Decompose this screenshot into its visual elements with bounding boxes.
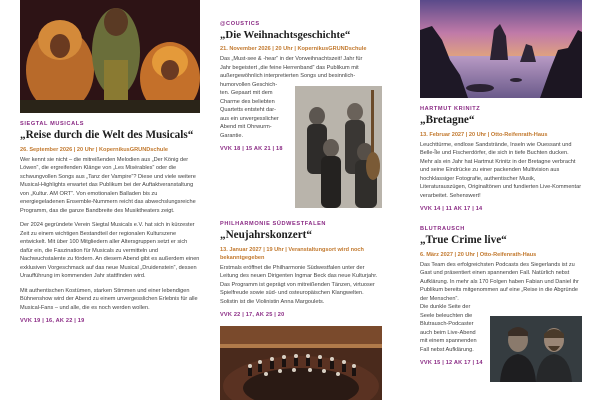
article-musicals — [20, 0, 200, 400]
event-date-venue: 6. März 2027 | 20 Uhr | Otto-Reifenrath-Haus — [420, 251, 537, 258]
ticket-prices: VVK 19 | 16, AK 22 | 19 — [20, 318, 85, 325]
orchestra-photo — [220, 326, 382, 400]
ticket-prices: VVK 22 | 17, AK 25 | 20 — [220, 312, 285, 319]
article-bretagne — [420, 0, 582, 400]
article-title: „True Crime live“ — [420, 234, 507, 246]
article-title: „Neujahrskonzert“ — [220, 229, 312, 241]
bretagne-coast-photo — [420, 0, 582, 98]
article-title: „Reise durch die Welt des Musicals“ — [20, 129, 194, 141]
article-title: „Die Weihnachtsgeschichte“ — [220, 29, 351, 41]
ticket-prices: VVK 15 | 12 AK 17 | 14 — [420, 360, 483, 367]
event-date-venue: 13. Februar 2027 | 20 Uhr | Otto-Reifenrath-Haus — [420, 131, 548, 138]
article-weihnachtsgeschichte — [220, 0, 382, 400]
article-category: BLUTRAUSCH — [420, 226, 465, 232]
musical-stage-photo — [20, 0, 200, 113]
article-category: HARTMUT KRINITZ — [420, 106, 481, 112]
article-paragraph: Erstmals eröffnet die Philharmonie Südwestfalen unter der Leitung des neuen Dirigenten Ingmar Beck das neue Kulturjahr. Das Programm ist geprägt von mitreißenden Tänzen, virtuoser Spielfreude sowie süd- und osteuropäischen Klangwelten. Solistin ist die Violinistin Anna Margoulets. — [220, 264, 378, 305]
article-paragraph: Leuchttürme, endlose Sandstrände, Inseln wie Ouessant und Belle-Île und Fischerdörfer, die sich in tiefe Buchten ducken. Mehr als ein Jahr hat Hartmut Krinitz in der Bretagne verbracht und seine Eindrücke zu einer packenden Multivision aus hochklassiger Fotografie, authentischer Musik, Literaturauszügen, Originaltönen und fundierten Live-Kommentar verarbeitet. Sehenswert! — [420, 141, 582, 199]
podcasters-photo — [490, 316, 582, 382]
article-paragraph: Das Team des erfolgreichsten Podcasts des Siegerlands ist zu Gast und präsentiert einen spannenden Fall. Natürlich nebst Aufklärung. In mehr als 170 Folgen haben Fabian und Daniel ihr Publikum bereits mitgenommen auf eine „Reise in die Abgründe der Menschen“. — [420, 261, 579, 302]
band-quartet-photo — [295, 86, 382, 208]
event-date-venue: 26. September 2026 | 20 Uhr | KopernikusGRUNDschule — [20, 146, 168, 153]
article-paragraph: Wer kennt sie nicht – die mitreißenden Melodien aus „Der König der Löwen“, die ergreifenden Klänge von „Les Misérables“ oder die schwungvollen Songs aus „Tanz der Vampire“? Diese und viele weitere Musical-Highlights erwartet das Publikum bei der Auftaktveranstaltung von „Kultur. AM ORT“. Von emotionalen Balladen bis zu energiegeladenen Ensemble-Nummern reicht das abwechslungsreiche Programm, das die ganze Bandbreite des Musiktheaters zeigt. — [20, 156, 196, 214]
article-category: PHILHARMONIE SÜDWESTFALEN — [220, 221, 327, 227]
article-text: Die dunkle Seite der Seele beleuchten die Blutrausch-Podcaster auch beim Live-Abend mit einem spannenden Fall nebst Aufklärung. — [420, 304, 477, 353]
article-paragraph: Mit authentischen Kostümen, starken Stimmen und einer lebendigen Bühnenshow wird der Abend zu einem unvergesslichen Erlebnis für alle Musical-Fans – und alle, die es noch werden wollen. — [20, 287, 198, 311]
article-category: SIEGTAL MUSICALS — [20, 121, 85, 127]
ticket-prices: VVK 18 | 15 AK 21 | 18 — [220, 146, 283, 153]
article-paragraph: Der 2024 gegründete Verein Siegtal Musicals e.V. hat sich in kürzester Zeit zu einem wichtigen Bestandteil der regionalen Kulturszene entwickelt. Mit über 100 Mitgliedern aller Altersgruppen setzt er sich dafür ein, die Faszination für Musicals zu vermitteln und Nachwuchstalente zu fördern. An diesem Abend gibt es außerdem einen exklusiven Vorgeschmack auf das neue Musical „Druidenstein“, dessen Uraufführung im kommenden Jahr stattfinden wird. — [20, 222, 200, 280]
article-category: @COUSTICS — [220, 21, 260, 27]
event-date-venue: 13. Januar 2027 | 19 Uhr | Veranstaltungsort wird noch bekanntgegeben — [220, 246, 364, 261]
article-title: „Bretagne“ — [420, 114, 475, 126]
event-date-venue: 21. November 2026 | 20 Uhr | KopernikusGRUNDschule — [220, 46, 367, 53]
article-text: Das „Must-see & -hear“ in der Vorweihnachtszeit! Jahr für Jahr begeistert „die feine Herrenband“ das Publikum mit außergewöhnlich interpretierten Songs und besinnlich- humorvollen Geschich- ten. Gepaart mit dem Charme des beliebten Quartetts entsteht dar- aus ein unvergesslicher Abend mit Ohrwurm- Garantie. — [220, 56, 363, 139]
ticket-prices: VVK 14 | 11 AK 17 | 14 — [420, 206, 483, 213]
